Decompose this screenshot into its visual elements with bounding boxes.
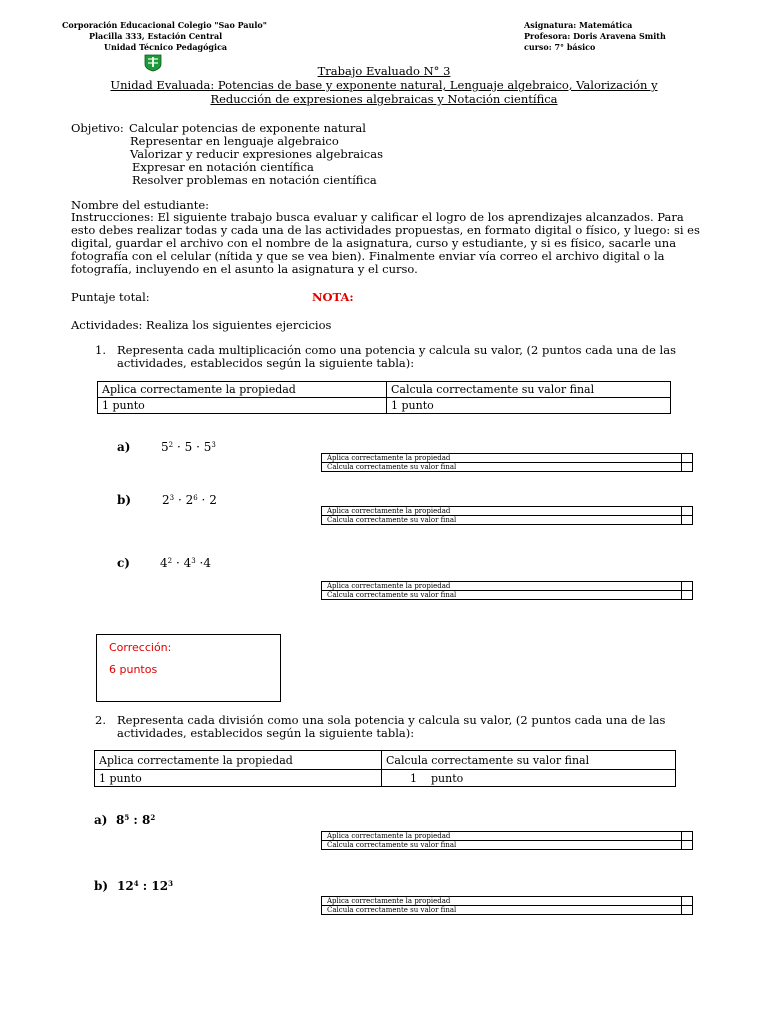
rubric-criterion: Calcula correctamente su valor final: [322, 591, 682, 600]
rubric-criterion: Aplica correctamente la propiedad: [322, 582, 682, 591]
correction-label: Corrección:: [109, 641, 172, 654]
base: 5: [203, 440, 212, 454]
table-row: [322, 832, 693, 841]
rubric-score-cell[interactable]: [682, 906, 693, 915]
base: 8: [142, 813, 151, 827]
q2-statement-line2: actividades, establecidos según la siguiente tabla):: [117, 726, 415, 740]
operator: ·: [176, 440, 181, 454]
instructions-line: esto debes realizar todas y cada una de las actividades propuestas, en formato digital o físico, y luego: si es: [71, 223, 700, 237]
base: 2: [209, 493, 217, 507]
table-cell: 1 punto: [95, 770, 382, 787]
base: 12: [151, 879, 169, 893]
rubric-score-cell[interactable]: [682, 516, 693, 525]
table-row: [322, 582, 693, 591]
base: 5: [161, 440, 169, 454]
q1-criteria-table: [97, 381, 671, 414]
page-title: Trabajo Evaluado N° 3: [317, 64, 451, 78]
rubric-score-cell[interactable]: [682, 463, 693, 472]
base: 12: [117, 879, 134, 893]
objective-label: Objetivo:: [71, 121, 124, 135]
instructions-line: Instrucciones: El siguiente trabajo busca evaluar y calificar el logro de los aprendizajes alcanzados. Para: [71, 210, 684, 224]
objective-item: Valorizar y reducir expresiones algebraicas: [130, 147, 383, 161]
table-cell: 1 punto: [98, 398, 387, 414]
base: 8: [116, 813, 125, 827]
rubric-table: [321, 453, 693, 472]
operator: ·: [177, 493, 182, 507]
instructions-line: fotografía, incluyendo en el asunto la asignatura y el curso.: [71, 262, 418, 276]
correction-box: [96, 634, 281, 702]
exponent: 3: [191, 557, 196, 565]
rubric-score-cell[interactable]: [682, 897, 693, 906]
subject-label: Asignatura: Matemática: [524, 20, 633, 30]
exercise-expression: [116, 813, 155, 827]
rubric-score-cell[interactable]: [682, 591, 693, 600]
q1-statement-line1: Representa cada multiplicación como una potencia y calcula su valor, (2 puntos cada una de las: [117, 343, 676, 357]
objective-item: Representar en lenguaje algebraico: [130, 134, 339, 148]
table-row: [322, 507, 693, 516]
table-row: [322, 454, 693, 463]
rubric-criterion: Aplica correctamente la propiedad: [322, 454, 682, 463]
rubric-table: [321, 581, 693, 600]
table-cell: 1 punto: [382, 770, 676, 787]
correction-points: 6 puntos: [109, 663, 158, 676]
exponent: 3: [168, 879, 173, 888]
q2-criteria-table: [94, 750, 676, 787]
table-header-cell: Calcula correctamente su valor final: [382, 751, 676, 770]
operator: ·: [175, 556, 180, 570]
q1-number: 1.: [95, 343, 106, 357]
exercise-expression: [160, 556, 211, 570]
objective-item: Calcular potencias de exponente natural: [129, 121, 366, 135]
exercise-label: a): [94, 813, 108, 827]
rubric-table: [321, 831, 693, 850]
rubric-criterion: Calcula correctamente su valor final: [322, 906, 682, 915]
exercise-label: b): [117, 493, 132, 507]
rubric-score-cell[interactable]: [682, 454, 693, 463]
course-label: curso: 7° básico: [524, 42, 596, 52]
operator: :: [133, 813, 138, 827]
base: 2: [162, 493, 170, 507]
exponent: 2: [150, 813, 156, 822]
exponent: 3: [211, 441, 216, 449]
instructions-line: digital, guardar el archivo con el nombre de la asignatura, curso y estudiante, y si es físico, sacarle una: [71, 236, 677, 250]
operator: :: [142, 879, 148, 893]
rubric-score-cell[interactable]: [682, 582, 693, 591]
school-address: Placilla 333, Estación Central: [89, 31, 223, 41]
base: 5: [184, 440, 193, 454]
activities-label: Actividades: Realiza los siguientes ejercicios: [71, 318, 332, 332]
operator: ·: [201, 493, 206, 507]
table-row: [322, 841, 693, 850]
table-header-cell: Aplica correctamente la propiedad: [95, 751, 382, 770]
instructions-line: fotografía con el celular (nítida y que se vea bien). Finalmente enviar vía correo el archivo digital o la: [71, 249, 665, 263]
table-cell: 1 punto: [387, 398, 671, 414]
rubric-criterion: Aplica correctamente la propiedad: [322, 507, 682, 516]
total-score-label: Puntaje total:: [71, 290, 150, 304]
table-header-cell: Calcula correctamente su valor final: [387, 382, 671, 398]
table-row: [322, 516, 693, 525]
rubric-criterion: Calcula correctamente su valor final: [322, 516, 682, 525]
student-name-label: Nombre del estudiante:: [71, 198, 210, 212]
exponent: 6: [193, 494, 198, 502]
rubric-table: [321, 506, 693, 525]
q1-statement-line2: actividades, establecidos según la siguiente tabla):: [117, 356, 415, 370]
base: 2: [185, 493, 194, 507]
base: 4: [160, 556, 168, 570]
exponent: 4: [133, 879, 139, 888]
exponent: 5: [124, 813, 130, 822]
operator: ·: [196, 440, 200, 454]
rubric-score-cell[interactable]: [682, 507, 693, 516]
rubric-score-cell[interactable]: [682, 832, 693, 841]
q2-number: 2.: [95, 713, 106, 727]
objective-item: Expresar en notación científica: [132, 160, 314, 174]
table-row: [322, 906, 693, 915]
table-row: [98, 382, 671, 398]
rubric-criterion: Aplica correctamente la propiedad: [322, 897, 682, 906]
evaluated-unit-line2: Reducción de expresiones algebraicas y Notación científica: [210, 92, 558, 106]
evaluated-unit-line1: Unidad Evaluada: Potencias de base y exponente natural, Lenguaje algebraico, Valorización y: [110, 78, 658, 92]
teacher-label: Profesora: Doris Aravena Smith: [524, 31, 666, 41]
q2-statement-line1: Representa cada división como una sola potencia y calcula su valor, (2 puntos cada una de las: [117, 713, 666, 727]
table-row: [98, 398, 671, 414]
table-row: [322, 463, 693, 472]
exercise-expression: [161, 440, 216, 454]
table-row: [322, 591, 693, 600]
table-row: [322, 897, 693, 906]
exponent: 3: [169, 494, 175, 502]
exercise-label: b): [94, 879, 109, 893]
grade-label: NOTA:: [312, 290, 354, 304]
exercise-expression: [117, 879, 173, 893]
rubric-table: [321, 896, 693, 915]
exponent: 2: [167, 557, 173, 565]
exercise-label: a): [117, 440, 131, 454]
school-unit: Unidad Técnico Pedagógica: [104, 42, 228, 52]
operator: ·: [199, 556, 204, 570]
rubric-criterion: Calcula correctamente su valor final: [322, 841, 682, 850]
base: 4: [183, 556, 192, 570]
school-name: Corporación Educacional Colegio "Sao Paulo": [62, 20, 267, 30]
exponent: 2: [168, 441, 174, 449]
rubric-criterion: Calcula correctamente su valor final: [322, 463, 682, 472]
table-header-cell: Aplica correctamente la propiedad: [98, 382, 387, 398]
exercise-expression: [162, 493, 217, 507]
rubric-score-cell[interactable]: [682, 841, 693, 850]
table-row: [95, 770, 676, 787]
table-row: [95, 751, 676, 770]
rubric-criterion: Aplica correctamente la propiedad: [322, 832, 682, 841]
base: 4: [203, 556, 211, 570]
objective-item: Resolver problemas en notación científica: [132, 173, 377, 187]
exercise-label: c): [117, 556, 130, 570]
